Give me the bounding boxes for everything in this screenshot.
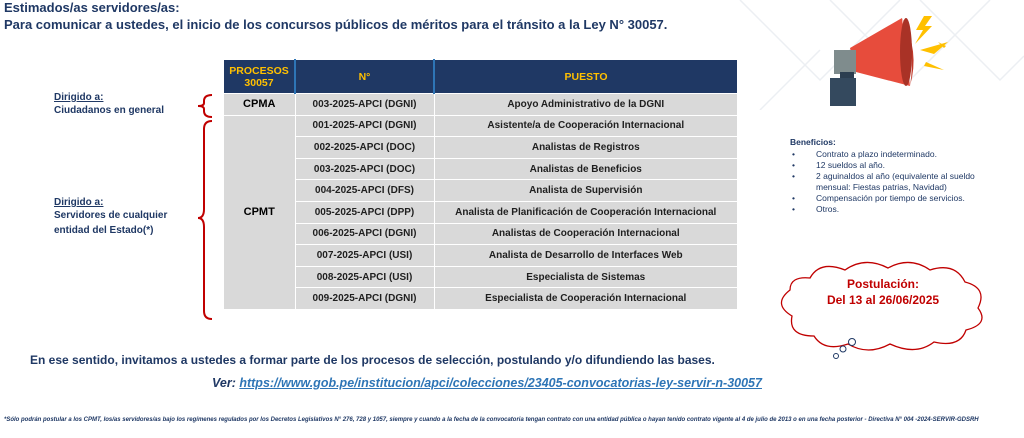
benefits-list xyxy=(790,149,1010,215)
lightning-icon xyxy=(915,16,948,70)
cpmt-process-cell: CPMT xyxy=(224,115,296,309)
row-number: 003-2025-APCI (DGNI) xyxy=(295,94,434,116)
list-item: • Contrato a plazo indeterminado. xyxy=(802,149,1010,160)
header-procesos-line1: PROCESOS xyxy=(229,64,289,77)
table-row xyxy=(224,223,738,245)
group-cpmt-desc-line1: Servidores de cualquier xyxy=(54,210,168,221)
table-row xyxy=(224,266,738,288)
row-number: 002-2025-APCI (DOC) xyxy=(295,137,434,159)
group-cpmt-heading: Dirigido a: xyxy=(54,197,104,208)
group-cpma-label xyxy=(54,92,164,118)
postulacion-dates: Del 13 al 26/06/2025 xyxy=(826,293,940,307)
row-number: 005-2025-APCI (DPP) xyxy=(295,201,434,223)
postulacion-title: Postulación: xyxy=(846,277,919,291)
benefits-panel xyxy=(790,137,1010,215)
cpma-process-cell: CPMA xyxy=(224,94,296,116)
row-position: Apoyo Administrativo de la DGNI xyxy=(434,94,738,116)
row-position: Analistas de Beneficios xyxy=(434,158,738,180)
table-row xyxy=(224,94,738,116)
row-number: 008-2025-APCI (USI) xyxy=(295,266,434,288)
megaphone-icon xyxy=(820,6,970,112)
row-position: Analistas de Registros xyxy=(434,137,738,159)
row-position: Especialista de Cooperación Internacional xyxy=(434,288,738,310)
greeting: Estimados/as servidores/as: xyxy=(4,0,180,15)
speech-cloud-icon xyxy=(770,258,995,363)
convocatorias-link[interactable]: https://www.gob.pe/institucion/apci/colecciones/23405-convocatorias-ley-servir-n-30057 xyxy=(239,376,762,390)
list-item: • 12 sueldos al año. xyxy=(802,160,1010,171)
row-number: 009-2025-APCI (DGNI) xyxy=(295,288,434,310)
table-row xyxy=(224,288,738,310)
row-number: 003-2025-APCI (DOC) xyxy=(295,158,434,180)
header-numero: N° xyxy=(295,60,434,94)
header-puesto: PUESTO xyxy=(434,60,738,94)
footnote: *Sólo podrán postular a los CPMT, los/as servidores/as bajo los regímenes regulados por los Decretos Legislativos N° 276, 728 y 1057, siempre y cuando a la fecha de la convocatoria tengan contrato con una entidad pública o hayan tenido contrato vigente al 4 de julio de 2013 o en una fecha posterior - Directiva N° 004 -2024-SERVIR-GDSRH xyxy=(4,417,979,423)
postulacion-text xyxy=(788,276,978,308)
row-number: 001-2025-APCI (DGNI) xyxy=(295,115,434,137)
header-procesos-line2: 30057 xyxy=(244,76,274,89)
table-row xyxy=(224,115,738,137)
brace-cpmt-icon xyxy=(196,119,216,321)
list-item: • 2 aguinaldos al año (equivalente al sueldo mensual: Fiestas patrias, Navidad) xyxy=(802,171,1010,193)
group-cpma-desc: Ciudadanos en general xyxy=(54,105,165,116)
group-cpma-heading: Dirigido a: xyxy=(54,92,104,103)
ver-line: Ver: https://www.gob.pe/institucion/apci/colecciones/23405-convocatorias-ley-servir-n-30057 xyxy=(212,376,762,390)
group-cpmt-desc-line2: entidad del Estado(*) xyxy=(54,225,154,236)
ver-label: Ver xyxy=(212,376,232,390)
table-row xyxy=(224,245,738,267)
row-number: 007-2025-APCI (USI) xyxy=(295,245,434,267)
table-row xyxy=(224,158,738,180)
row-position: Analistas de Cooperación Internacional xyxy=(434,223,738,245)
group-cpmt-label xyxy=(54,197,167,238)
table-header-row xyxy=(224,60,738,94)
row-number: 004-2025-APCI (DFS) xyxy=(295,180,434,202)
table-row xyxy=(224,201,738,223)
invitation-text: En ese sentido, invitamos a ustedes a formar parte de los procesos de selección, postulando y/o difundiendo las bases. xyxy=(30,353,715,367)
row-position: Asistente/a de Cooperación Internacional xyxy=(434,115,738,137)
table-row xyxy=(224,180,738,202)
list-item: • Compensación por tiempo de servicios. xyxy=(802,193,1010,204)
processes-table xyxy=(223,59,738,310)
table-row xyxy=(224,137,738,159)
brace-cpma-icon xyxy=(196,93,216,119)
row-position: Analista de Supervisión xyxy=(434,180,738,202)
intro-text: Para comunicar a ustedes, el inicio de los concursos públicos de méritos para el tránsito a la Ley N° 30057. xyxy=(4,17,668,32)
row-position: Especialista de Sistemas xyxy=(434,266,738,288)
row-position: Analista de Desarrollo de Interfaces Web xyxy=(434,245,738,267)
list-item: • Otros. xyxy=(802,204,1010,215)
header-procesos xyxy=(224,60,296,94)
row-number: 006-2025-APCI (DGNI) xyxy=(295,223,434,245)
row-position: Analista de Planificación de Cooperación Internacional xyxy=(434,201,738,223)
benefits-title: Beneficios: xyxy=(790,137,836,147)
